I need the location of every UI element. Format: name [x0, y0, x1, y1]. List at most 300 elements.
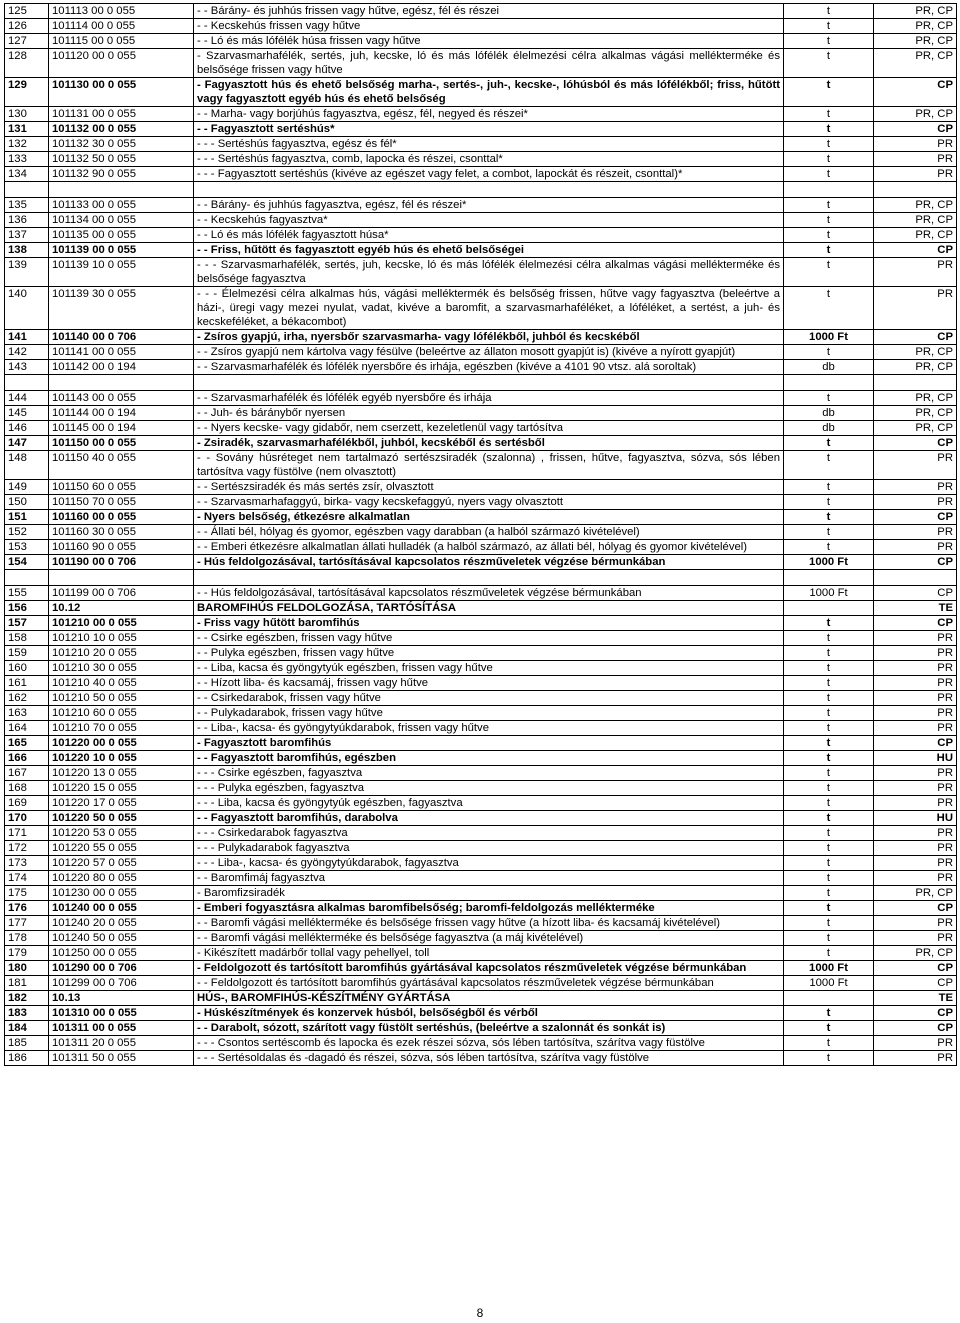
product-code: 10.12	[49, 601, 194, 616]
product-description: - - Fagyasztott baromfihús, darabolva	[194, 811, 784, 826]
product-description: - - - Sertéshús fagyasztva, comb, lapocka és részei, csonttal*	[194, 152, 784, 167]
table-row	[5, 646, 957, 661]
statistic-type: CP	[874, 122, 957, 137]
product-description: - - Baromfimáj fagyasztva	[194, 871, 784, 886]
row-number: 128	[5, 49, 49, 78]
unit-of-measure: t	[784, 107, 874, 122]
table-row	[5, 811, 957, 826]
product-code: 101190 00 0 706	[49, 555, 194, 570]
row-number: 157	[5, 616, 49, 631]
product-description: - Szarvasmarhafélék, sertés, juh, kecske, ló és más lófélék élelmezési célra alkalmas vágási melléktermékе és belsősége frissen vagy hűtve	[194, 49, 784, 78]
statistic-type: PR	[874, 916, 957, 931]
statistic-type: PR, CP	[874, 34, 957, 49]
row-number: 170	[5, 811, 49, 826]
row-number: 146	[5, 421, 49, 436]
statistic-type: CP	[874, 736, 957, 751]
product-code: 101210 10 0 055	[49, 631, 194, 646]
product-description: - - Kecskehús frissen vagy hűtve	[194, 19, 784, 34]
product-description: - - Hús feldolgozásával, tartósításával kapcsolatos részműveletek végzése bérmunkában	[194, 586, 784, 601]
statistic-type: PR	[874, 661, 957, 676]
product-code: 101141 00 0 055	[49, 345, 194, 360]
table-row	[5, 1021, 957, 1036]
spacer-cell	[5, 570, 49, 586]
unit-of-measure: t	[784, 736, 874, 751]
row-number: 171	[5, 826, 49, 841]
product-code: 101120 00 0 055	[49, 49, 194, 78]
row-number: 130	[5, 107, 49, 122]
product-code: 101142 00 0 194	[49, 360, 194, 375]
row-number: 180	[5, 961, 49, 976]
product-description: - - - Csontos sertéscomb és lapocka és ezek részei sózva, sós lében tartósítva, szárítva vagy füstölve	[194, 1036, 784, 1051]
unit-of-measure: t	[784, 811, 874, 826]
table-row	[5, 901, 957, 916]
product-code: 101220 10 0 055	[49, 751, 194, 766]
unit-of-measure: t	[784, 706, 874, 721]
row-number: 181	[5, 976, 49, 991]
table-row	[5, 34, 957, 49]
product-description: - - Pulyka egészben, frissen vagy hűtve	[194, 646, 784, 661]
product-code: 101150 70 0 055	[49, 495, 194, 510]
table-row	[5, 826, 957, 841]
product-description: - - - Liba, kacsa és gyöngytyúk egészben, fagyasztva	[194, 796, 784, 811]
row-number: 183	[5, 1006, 49, 1021]
row-number: 129	[5, 78, 49, 107]
statistic-type: PR	[874, 706, 957, 721]
unit-of-measure	[784, 991, 874, 1006]
table-row	[5, 213, 957, 228]
statistic-type: PR	[874, 167, 957, 182]
product-description: - Húskészítmények és konzervek húsból, belsőségből és vérből	[194, 1006, 784, 1021]
unit-of-measure: t	[784, 391, 874, 406]
statistic-type: PR	[874, 480, 957, 495]
spacer-cell	[784, 570, 874, 586]
product-code: 101160 30 0 055	[49, 525, 194, 540]
table-row	[5, 991, 957, 1006]
statistic-type: CP	[874, 901, 957, 916]
table-row	[5, 287, 957, 330]
spacer-row	[5, 375, 957, 391]
statistic-type: PR	[874, 152, 957, 167]
row-number: 185	[5, 1036, 49, 1051]
table-row	[5, 228, 957, 243]
row-number: 144	[5, 391, 49, 406]
row-number: 139	[5, 258, 49, 287]
statistic-type: PR	[874, 540, 957, 555]
unit-of-measure: 1000 Ft	[784, 586, 874, 601]
product-description: - - Baromfi vágási mellékterméke és belsősége frissen vagy hűtve (a hízott liba- és kacsamáj kivételével)	[194, 916, 784, 931]
unit-of-measure: t	[784, 137, 874, 152]
product-description: - - Csirke egészben, frissen vagy hűtve	[194, 631, 784, 646]
row-number: 165	[5, 736, 49, 751]
product-code: 101220 15 0 055	[49, 781, 194, 796]
unit-of-measure: 1000 Ft	[784, 555, 874, 570]
statistic-type: CP	[874, 616, 957, 631]
table-row	[5, 1006, 957, 1021]
product-description: - - - Liba-, kacsa- és gyöngytyúkdarabok, fagyasztva	[194, 856, 784, 871]
product-description: - - Hízott liba- és kacsamáj, frissen vagy hűtve	[194, 676, 784, 691]
statistic-type: PR	[874, 631, 957, 646]
statistic-type: PR	[874, 766, 957, 781]
row-number: 153	[5, 540, 49, 555]
row-number: 155	[5, 586, 49, 601]
spacer-cell	[874, 570, 957, 586]
unit-of-measure: t	[784, 480, 874, 495]
product-code: 101199 00 0 706	[49, 586, 194, 601]
product-description: - - - Sertésoldalas és -dagadó és részei, sózva, sós lében tartósítva, szárítva vagy füstölve	[194, 1051, 784, 1066]
product-code: 101250 00 0 055	[49, 946, 194, 961]
product-code: 101150 40 0 055	[49, 451, 194, 480]
product-code: 101240 20 0 055	[49, 916, 194, 931]
statistic-type: CP	[874, 1021, 957, 1036]
table-row	[5, 480, 957, 495]
row-number: 158	[5, 631, 49, 646]
statistic-type: PR	[874, 1051, 957, 1066]
statistic-type: PR, CP	[874, 345, 957, 360]
product-list-table	[4, 3, 957, 1066]
unit-of-measure: t	[784, 451, 874, 480]
unit-of-measure: t	[784, 631, 874, 646]
table-row	[5, 391, 957, 406]
row-number: 132	[5, 137, 49, 152]
product-description: - Nyers belsőség, étkezésre alkalmatlan	[194, 510, 784, 525]
row-number: 142	[5, 345, 49, 360]
product-code: 101240 50 0 055	[49, 931, 194, 946]
product-code: 101115 00 0 055	[49, 34, 194, 49]
table-row	[5, 586, 957, 601]
table-row	[5, 1051, 957, 1066]
table-row	[5, 691, 957, 706]
table-row	[5, 946, 957, 961]
spacer-cell	[49, 570, 194, 586]
row-number: 179	[5, 946, 49, 961]
unit-of-measure	[784, 601, 874, 616]
row-number: 137	[5, 228, 49, 243]
statistic-type: CP	[874, 1006, 957, 1021]
row-number: 147	[5, 436, 49, 451]
unit-of-measure: t	[784, 691, 874, 706]
row-number: 154	[5, 555, 49, 570]
unit-of-measure: t	[784, 78, 874, 107]
row-number: 140	[5, 287, 49, 330]
unit-of-measure: t	[784, 540, 874, 555]
statistic-type: PR	[874, 258, 957, 287]
row-number: 174	[5, 871, 49, 886]
product-description: - - Csirkedarabok, frissen vagy hűtve	[194, 691, 784, 706]
statistic-type: CP	[874, 436, 957, 451]
unit-of-measure: 1000 Ft	[784, 330, 874, 345]
row-number: 176	[5, 901, 49, 916]
product-description: - - Bárány- és juhhús fagyasztva, egész, fél és részei*	[194, 198, 784, 213]
product-code: 101132 90 0 055	[49, 167, 194, 182]
product-description: - - Pulykadarabok, frissen vagy hűtve	[194, 706, 784, 721]
table-row	[5, 1036, 957, 1051]
statistic-type: PR	[874, 931, 957, 946]
table-row	[5, 616, 957, 631]
unit-of-measure: t	[784, 901, 874, 916]
spacer-cell	[5, 182, 49, 198]
product-code: 101220 17 0 055	[49, 796, 194, 811]
product-code: 101299 00 0 706	[49, 976, 194, 991]
product-description: - - Marha- vagy borjúhús fagyasztva, egész, fél, negyed és részei*	[194, 107, 784, 122]
table-row	[5, 137, 957, 152]
table-row	[5, 495, 957, 510]
table-row	[5, 107, 957, 122]
row-number: 163	[5, 706, 49, 721]
table-row	[5, 781, 957, 796]
product-description: - - Feldolgozott és tartósított baromfihús gyártásával kapcsolatos részműveletek végzése bérmunkában	[194, 976, 784, 991]
table-row	[5, 49, 957, 78]
unit-of-measure: t	[784, 213, 874, 228]
table-row	[5, 122, 957, 137]
table-row	[5, 841, 957, 856]
table-row	[5, 871, 957, 886]
statistic-type: PR, CP	[874, 198, 957, 213]
statistic-type: PR, CP	[874, 4, 957, 19]
unit-of-measure: t	[784, 258, 874, 287]
product-code: 101150 00 0 055	[49, 436, 194, 451]
table-row	[5, 167, 957, 182]
product-code: 101210 30 0 055	[49, 661, 194, 676]
product-code: 101230 00 0 055	[49, 886, 194, 901]
statistic-type: PR	[874, 137, 957, 152]
product-code: 101220 00 0 055	[49, 736, 194, 751]
table-row	[5, 436, 957, 451]
table-row	[5, 345, 957, 360]
product-description: - - - Fagyasztott sertéshús (kivéve az egészet vagy felet, a combot, lapockát és részeit, csonttal)*	[194, 167, 784, 182]
statistic-type: TE	[874, 601, 957, 616]
product-code: 101139 10 0 055	[49, 258, 194, 287]
table-row	[5, 751, 957, 766]
unit-of-measure: db	[784, 360, 874, 375]
product-description: - Zsiradék, szarvasmarhafélékből, juhból, kecskéből és sertésből	[194, 436, 784, 451]
statistic-type: PR	[874, 796, 957, 811]
product-code: 101131 00 0 055	[49, 107, 194, 122]
row-number: 172	[5, 841, 49, 856]
table-row	[5, 4, 957, 19]
spacer-cell	[784, 375, 874, 391]
product-description: - - Szarvasmarhafaggyú, birka- vagy kecskefaggyú, nyers vagy olvasztott	[194, 495, 784, 510]
product-description: - - - Csirke egészben, fagyasztva	[194, 766, 784, 781]
product-code: 101311 00 0 055	[49, 1021, 194, 1036]
product-description: BAROMFIHÚS FELDOLGOZÁSA, TARTÓSÍTÁSA	[194, 601, 784, 616]
spacer-cell	[874, 375, 957, 391]
product-code: 101144 00 0 194	[49, 406, 194, 421]
unit-of-measure: t	[784, 34, 874, 49]
product-code: 101150 60 0 055	[49, 480, 194, 495]
unit-of-measure: t	[784, 525, 874, 540]
product-description: - - Liba-, kacsa- és gyöngytyúkdarabok, frissen vagy hűtve	[194, 721, 784, 736]
unit-of-measure: t	[784, 287, 874, 330]
table-row	[5, 736, 957, 751]
product-description: - Hús feldolgozásával, tartósításával kapcsolatos részműveletek végzése bérmunkában	[194, 555, 784, 570]
statistic-type: HU	[874, 751, 957, 766]
unit-of-measure: t	[784, 931, 874, 946]
row-number: 173	[5, 856, 49, 871]
spacer-cell	[49, 375, 194, 391]
spacer-cell	[874, 182, 957, 198]
row-number: 166	[5, 751, 49, 766]
table-row	[5, 243, 957, 258]
table-row	[5, 766, 957, 781]
spacer-row	[5, 182, 957, 198]
product-description: - - Nyers kecske- vagy gidabőr, nem cserzett, kezeletlenül vagy tartósítva	[194, 421, 784, 436]
product-description: - - Sovány húsréteget nem tartalmazó sertészsiradék (szalonna) , frissen, hűtve, fagyasztva, sózva, sós lében tartósítva vagy füstölve (nem olvasztott)	[194, 451, 784, 480]
row-number: 136	[5, 213, 49, 228]
product-code: 101134 00 0 055	[49, 213, 194, 228]
product-description: - Zsíros gyapjú, irha, nyersbőr szarvasmarha- vagy lófélékből, juhból és kecskéből	[194, 330, 784, 345]
statistic-type: PR	[874, 841, 957, 856]
row-number: 133	[5, 152, 49, 167]
product-description: - - Ló és más lófélék húsa frissen vagy hűtve	[194, 34, 784, 49]
product-code: 101210 00 0 055	[49, 616, 194, 631]
statistic-type: PR, CP	[874, 421, 957, 436]
unit-of-measure: t	[784, 495, 874, 510]
statistic-type: PR	[874, 721, 957, 736]
product-description: - - Fagyasztott baromfihús, egészben	[194, 751, 784, 766]
product-description: - - - Élelmezési célra alkalmas hús, vágási melléktermék és belsőség frissen, hűtve vagy fagyasztva (beleértve a házi-, üregi vagy mezei nyulat, vadat, kivéve a baromfit, a szarvasmarhaféléket, a lóféléket, a sertést, a juh- és kecskeféléket, a békacombot)	[194, 287, 784, 330]
unit-of-measure: t	[784, 751, 874, 766]
table-row	[5, 198, 957, 213]
unit-of-measure: t	[784, 721, 874, 736]
statistic-type: PR, CP	[874, 391, 957, 406]
unit-of-measure: t	[784, 1006, 874, 1021]
statistic-type: PR	[874, 495, 957, 510]
spacer-cell	[194, 570, 784, 586]
product-description: - - Állati bél, hólyag és gyomor, egészben vagy darabban (a halból származó kivételével)	[194, 525, 784, 540]
statistic-type: PR, CP	[874, 360, 957, 375]
product-code: 101143 00 0 055	[49, 391, 194, 406]
page-number: 8	[476, 1306, 484, 1320]
statistic-type: PR	[874, 676, 957, 691]
product-description: - - Friss, hűtött és fagyasztott egyéb hús és ehető belsőségei	[194, 243, 784, 258]
statistic-type: PR	[874, 287, 957, 330]
row-number: 178	[5, 931, 49, 946]
unit-of-measure: t	[784, 4, 874, 19]
table-row	[5, 330, 957, 345]
product-description: - - Ló és más lófélék fagyasztott húsa*	[194, 228, 784, 243]
unit-of-measure: t	[784, 886, 874, 901]
statistic-type: CP	[874, 243, 957, 258]
statistic-type: PR	[874, 691, 957, 706]
product-description: - - - Csirkedarabok fagyasztva	[194, 826, 784, 841]
product-code: 101210 60 0 055	[49, 706, 194, 721]
unit-of-measure: t	[784, 19, 874, 34]
product-description: - - Juh- és báránybőr nyersen	[194, 406, 784, 421]
row-number: 143	[5, 360, 49, 375]
product-code: 101210 50 0 055	[49, 691, 194, 706]
table-row	[5, 540, 957, 555]
product-description: - Fagyasztott baromfihús	[194, 736, 784, 751]
product-description: - - Bárány- és juhhús frissen vagy hűtve, egész, fél és részei	[194, 4, 784, 19]
product-code: 101210 20 0 055	[49, 646, 194, 661]
row-number: 164	[5, 721, 49, 736]
statistic-type: CP	[874, 330, 957, 345]
unit-of-measure: t	[784, 916, 874, 931]
unit-of-measure: t	[784, 781, 874, 796]
row-number: 135	[5, 198, 49, 213]
statistic-type: PR	[874, 646, 957, 661]
unit-of-measure: t	[784, 766, 874, 781]
product-description: - Feldolgozott és tartósított baromfihús gyártásával kapcsolatos részműveletek végzése bérmunkában	[194, 961, 784, 976]
product-code: 101113 00 0 055	[49, 4, 194, 19]
product-code: 101160 90 0 055	[49, 540, 194, 555]
unit-of-measure: t	[784, 841, 874, 856]
table-row	[5, 706, 957, 721]
product-code: 101114 00 0 055	[49, 19, 194, 34]
unit-of-measure: t	[784, 796, 874, 811]
unit-of-measure: t	[784, 152, 874, 167]
product-description: - Friss vagy hűtött baromfihús	[194, 616, 784, 631]
row-number: 145	[5, 406, 49, 421]
product-description: - - - Szarvasmarhafélék, sertés, juh, kecske, ló és más lófélék élelmezési célra alkalmas vágási mellékterméke és belsősége fagyasztva	[194, 258, 784, 287]
unit-of-measure: 1000 Ft	[784, 961, 874, 976]
row-number: 138	[5, 243, 49, 258]
table-row	[5, 360, 957, 375]
statistic-type: CP	[874, 78, 957, 107]
unit-of-measure: t	[784, 510, 874, 525]
unit-of-measure: t	[784, 1036, 874, 1051]
unit-of-measure: t	[784, 646, 874, 661]
table-row	[5, 406, 957, 421]
row-number: 126	[5, 19, 49, 34]
statistic-type: CP	[874, 555, 957, 570]
unit-of-measure: t	[784, 436, 874, 451]
table-row	[5, 721, 957, 736]
unit-of-measure: 1000 Ft	[784, 976, 874, 991]
product-description: - - Emberi étkezésre alkalmatlan állati hulladék (a halból származó, az állati bél, hólyag és gyomor kivételével)	[194, 540, 784, 555]
table-row	[5, 510, 957, 525]
product-description: - - Zsíros gyapjú nem kártolva vagy fésülve (beleértve az állaton mosott gyapjút is) (kivéve a nyírott gyapjút)	[194, 345, 784, 360]
product-list-body	[5, 4, 957, 1066]
row-number: 177	[5, 916, 49, 931]
product-description: - - - Sertéshús fagyasztva, egész és fél*	[194, 137, 784, 152]
unit-of-measure: t	[784, 1021, 874, 1036]
product-code: 101311 20 0 055	[49, 1036, 194, 1051]
table-row	[5, 856, 957, 871]
spacer-cell	[194, 375, 784, 391]
statistic-type: PR, CP	[874, 19, 957, 34]
spacer-cell	[784, 182, 874, 198]
product-description: - Emberi fogyasztásra alkalmas baromfibelsőség; baromfi-feldolgozás mellékterméke	[194, 901, 784, 916]
statistic-type: PR	[874, 871, 957, 886]
product-description: - - - Pulyka egészben, fagyasztva	[194, 781, 784, 796]
product-description: - Kikészített madárbőr tollal vagy pehellyel, toll	[194, 946, 784, 961]
row-number: 156	[5, 601, 49, 616]
product-description: - - Darabolt, sózott, szárított vagy füstölt sertéshús, (beleértve a szalonnát és sonkát is)	[194, 1021, 784, 1036]
statistic-type: PR, CP	[874, 406, 957, 421]
product-description: - Fagyasztott hús és ehető belsőség marha-, sertés-, juh-, kecske-, lóhúsból és más lófélékből; friss, hűtött vagy fagyasztott egyéb hús és ehető belsőség	[194, 78, 784, 107]
product-code: 101210 40 0 055	[49, 676, 194, 691]
row-number: 127	[5, 34, 49, 49]
table-row	[5, 555, 957, 570]
product-description: - - Sertészsiradék és más sertés zsír, olvasztott	[194, 480, 784, 495]
statistic-type: PR, CP	[874, 213, 957, 228]
product-code: 101132 00 0 055	[49, 122, 194, 137]
table-row	[5, 961, 957, 976]
table-row	[5, 451, 957, 480]
unit-of-measure: db	[784, 421, 874, 436]
product-code: 101240 00 0 055	[49, 901, 194, 916]
statistic-type: PR, CP	[874, 49, 957, 78]
spacer-cell	[49, 182, 194, 198]
product-description: - - Szarvasmarhafélék és lófélék egyéb nyersbőre és irhája	[194, 391, 784, 406]
statistic-type: CP	[874, 510, 957, 525]
product-code: 101145 00 0 194	[49, 421, 194, 436]
product-description: - - Baromfi vágási mellékterméke és belsősége fagyasztva (a máj kivételével)	[194, 931, 784, 946]
product-code: 101132 50 0 055	[49, 152, 194, 167]
table-row	[5, 258, 957, 287]
unit-of-measure: t	[784, 856, 874, 871]
